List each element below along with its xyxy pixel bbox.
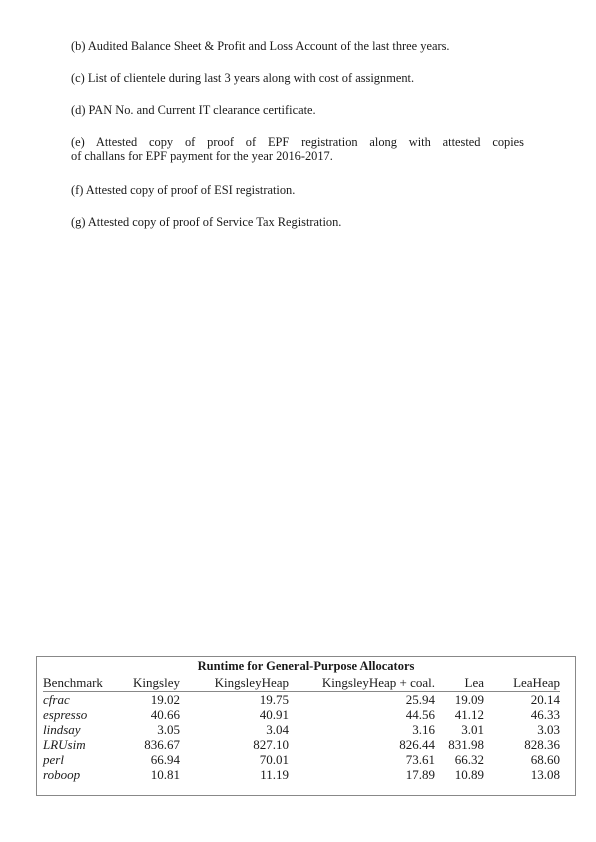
cell: 3.01 [461,722,484,737]
header-kingsleyheap-coal: KingsleyHeap + coal. [289,674,435,692]
table-row [43,737,560,752]
header-kingsley: Kingsley [127,674,180,692]
cell: 20.14 [530,692,560,707]
list-item-g: (g) Attested copy of proof of Service Tax Registration. [71,215,342,229]
cell: 44.56 [405,707,435,722]
cell: 3.04 [266,722,289,737]
cell: lindsay [43,722,81,737]
table-row [43,692,560,708]
cell: roboop [43,767,81,782]
cell: 3.16 [412,722,435,737]
list-item-c: (c) List of clientele during last 3 years along with cost of assignment. [71,71,415,85]
cell: 827.10 [253,737,289,752]
runtime-table-figure [36,656,576,796]
cell: 68.60 [530,752,560,767]
cell: 3.05 [157,722,180,737]
cell: 836.67 [144,737,180,752]
cell: 10.81 [150,767,180,782]
cell: 826.44 [399,737,435,752]
header-benchmark: Benchmark [43,674,127,692]
cell: 73.61 [405,752,435,767]
table-row [43,722,560,737]
table-header-row [43,674,560,692]
cell: 70.01 [259,752,289,767]
cell: 13.08 [530,767,560,782]
cell: cfrac [43,692,70,707]
list-item-e [71,135,524,163]
cell: 46.33 [530,707,560,722]
cell: 828.36 [524,737,560,752]
runtime-table [43,674,560,782]
cell: 11.19 [260,767,289,782]
list-item-e-line1: (e) Attested copy of proof of EPF registration along with attested copies [71,135,524,149]
cell: espresso [43,707,88,722]
cell: 17.89 [405,767,435,782]
table-row [43,707,560,722]
cell: 19.02 [150,692,180,707]
table-title: Runtime for General-Purpose Allocators [197,659,415,673]
cell: 19.09 [454,692,484,707]
cell: 10.89 [454,767,484,782]
header-kingsleyheap: KingsleyHeap [180,674,289,692]
cell: 831.98 [448,737,484,752]
cell: perl [43,752,64,767]
list-item-f: (f) Attested copy of proof of ESI registration. [71,183,296,197]
cell: 3.03 [537,722,560,737]
cell: 41.12 [454,707,484,722]
cell: 66.94 [150,752,180,767]
list-item-d: (d) PAN No. and Current IT clearance certificate. [71,103,316,117]
cell: 19.75 [259,692,289,707]
list-item-b: (b) Audited Balance Sheet & Profit and Loss Account of the last three years. [71,39,450,53]
cell: LRUsim [43,737,86,752]
cell: 25.94 [405,692,435,707]
header-leaheap: LeaHeap [484,674,560,692]
table-row [43,767,560,782]
cell: 40.91 [259,707,289,722]
list-item-e-line2: of challans for EPF payment for the year 2016-2017. [71,149,333,163]
cell: 66.32 [454,752,484,767]
header-lea: Lea [435,674,484,692]
cell: 40.66 [150,707,180,722]
table-row [43,752,560,767]
